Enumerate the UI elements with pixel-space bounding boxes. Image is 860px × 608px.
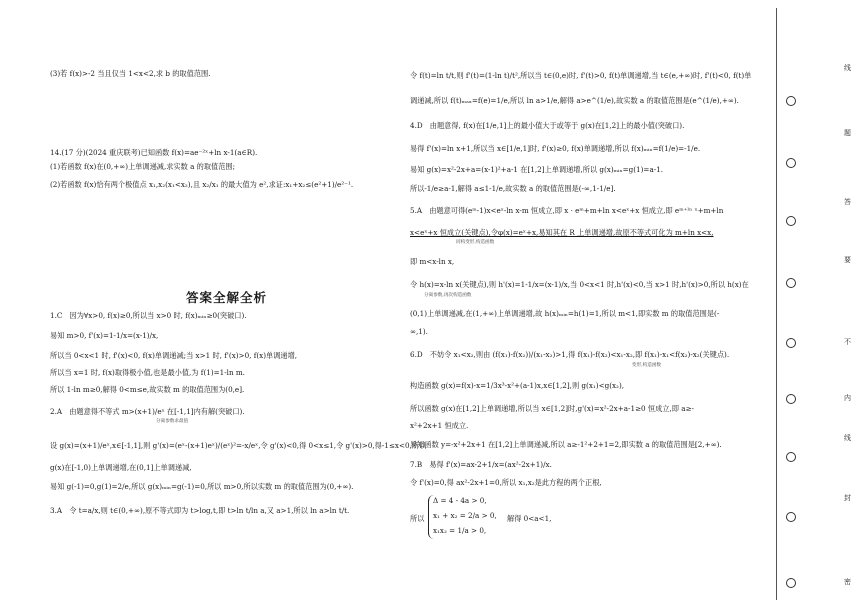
rail-char: 线 bbox=[844, 64, 851, 72]
answer-2-line4: 易知 g(-1)=0,g(1)=2/e,所以 g(x)ₘᵢₙ=g(-1)=0,所以 m>0,所以实数 m 的取值范围为(0,+∞). bbox=[50, 482, 354, 491]
answer-6-line5: 易知函数 y=-x²+2x+1 在[1,2]上单调递减,所以 a≥-1²+2+1=2,即实数 a 的取值范围是[2,+∞). bbox=[410, 440, 722, 449]
answer-4-line3: 易知 g(x)=x²-2x+a=(x-1)²+a-1 在[1,2]上单调递增,所以 g(x)ₘᵢₙ=g(1)=a-1. bbox=[410, 165, 664, 174]
answer-5-line2: x<eˣ+x 恒成立(关键点),令φ(x)=eˣ+x,易知其在 R 上单调递增,故原不等式可化为 m+ln x<x, bbox=[410, 228, 714, 237]
q14-stem: 14.(17 分)(2024 重庆联考)已知函数 f(x)=ae⁻²ˣ+ln x-1(a∈R). bbox=[50, 148, 258, 157]
answer-2-note: 分离参数求最值 bbox=[156, 419, 189, 424]
rail-mark-5 bbox=[786, 196, 856, 210]
answer-3-line3: 调递减,所以 f(t)ₘₐₓ=f(e)=1/e,所以 ln a>1/e,解得 a>e^(1/e),故实数 a 的取值范围是(e^(1/e),+∞). bbox=[410, 96, 739, 105]
rail-char: 密 bbox=[844, 578, 851, 586]
rail-mark-9 bbox=[786, 336, 856, 350]
rail-circle-icon bbox=[786, 452, 796, 462]
answer-3-line1: 3.A 令 t=a/x,则 t∈(0,+∞),原不等式即为 t>log,t,即 t>ln t/ln a,又 a>1,所以 ln a>ln t/t. bbox=[50, 506, 350, 515]
system-eq3: x₁x₂ = 1/a > 0, bbox=[433, 526, 487, 535]
answer-1-line1: 1.C 因为∀x>0, f(x)≥0,所以当 x>0 时, f(x)ₘᵢₙ≥0(突破口). bbox=[50, 311, 247, 320]
answer-6-note: 变形,构造函数 bbox=[632, 363, 662, 368]
rail-circle-icon bbox=[786, 158, 796, 168]
answer-2-line2: 设 g(x)=(x+1)/eˣ,x∈[-1,1],则 g'(x)=(eˣ-(x+1)eˣ)/(eˣ)²=-x/eˣ,令 g'(x)<0,得 0<x≤1,令 g'(x)>0,得-1≤x<0,所以 bbox=[50, 441, 427, 450]
answer-6-line3: 所以函数 g(x)在[1,2]上单调递增,所以当 x∈[1,2]时,g'(x)=x²-2x+a-1≥0 恒成立,即 a≥- bbox=[410, 404, 694, 413]
rail-circle-icon bbox=[786, 216, 796, 226]
rail-mark-14 bbox=[786, 510, 856, 524]
q14-part1: (1)若函数 f(x)在(0,+∞)上单调递减,求实数 a 的取值范围; bbox=[50, 162, 236, 171]
q14-part2: (2)若函数 f(x)恰有两个极值点 x₁,x₂(x₁<x₂),且 x₂/x₁ 的最大值为 e²,求证:x₁+x₂≤(e²+1)/e²⁻¹. bbox=[50, 180, 354, 189]
answer-2-line1: 2.A 由题意得不等式 m>(x+1)/eˣ 在[-1,1]内有解(突破口). bbox=[50, 407, 245, 416]
rail-circle-icon bbox=[786, 278, 796, 288]
system-lead: 所以 bbox=[410, 514, 425, 523]
rail-circle-icon bbox=[786, 578, 796, 588]
rail-char: 内 bbox=[844, 394, 851, 402]
system-eq2: x₁ + x₂ = 2/a > 0, bbox=[433, 511, 497, 520]
q13-part3: (3)若 f(x)>-2 当且仅当 1<x<2,求 b 的取值范围. bbox=[50, 69, 211, 78]
answer-7-line1: 7.B 易得 f'(x)=ax-2+1/x=(ax²-2x+1)/x. bbox=[410, 460, 552, 469]
answer-5-line5: (0,1)上单调递减,在(1,+∞)上单调递增,故 h(x)ₘᵢₙ=h(1)=1,所以 m<1,即实数 m 的取值范围是(- bbox=[410, 309, 720, 318]
answer-7-line2: 令 f'(x)=0,得 ax²-2x+1=0,所以 x₁,x₂是此方程的两个正根, bbox=[410, 478, 602, 487]
rail-mark-15 bbox=[786, 576, 856, 590]
rail-circle-icon bbox=[786, 96, 796, 106]
answer-5-note1: 同构变形,构造函数 bbox=[456, 240, 495, 245]
answer-6-line2: 构造函数 g(x)=f(x)-x=1/3x³-x²+(a-1)x,x∈[1,2],则 g(x₁)<g(x₂), bbox=[410, 381, 625, 390]
answer-5-line6: ∞,1). bbox=[410, 327, 428, 336]
rail-char: 不 bbox=[844, 338, 851, 346]
rail-mark-10 bbox=[786, 392, 856, 406]
rail-char: 线 bbox=[844, 434, 851, 442]
rail-char: 要 bbox=[844, 256, 851, 264]
rail-circle-icon bbox=[786, 512, 796, 522]
rail-mark-1 bbox=[786, 62, 856, 76]
answer-5-line3: 即 m<x-ln x, bbox=[410, 257, 455, 266]
rail-char: 题 bbox=[844, 129, 851, 137]
answer-4-line2: 易得 f'(x)=ln x+1,所以当 x∈[1/e,1]时, f'(x)≥0, f(x)单调递增,所以 f(x)ₘᵢₙ=f(1/e)=-1/e. bbox=[410, 144, 701, 153]
system-tail: 解得 0<a<1, bbox=[507, 514, 552, 523]
answer-1-line4: 所以当 x=1 时, f(x)取得极小值,也是最小值,为 f(1)=1-ln m. bbox=[50, 368, 245, 377]
answer-2-line3: g(x)在[-1,0)上单调递增,在(0,1]上单调递减, bbox=[50, 463, 192, 472]
rail-mark-13 bbox=[786, 492, 856, 506]
rail-mark-3 bbox=[786, 127, 856, 141]
answer-4-line1: 4.D 由题意得, f(x)在[1/e,1]上的最小值大于或等于 g(x)在[1,2]上的最小值(突破口). bbox=[410, 121, 685, 130]
rail-mark-8 bbox=[786, 276, 856, 290]
rail-circle-icon bbox=[786, 394, 796, 404]
answer-6-line1: 6.D 不妨令 x₁<x₂,则由 (f(x₁)-f(x₂))/(x₁-x₂)>1,得 f(x₁)-f(x₂)<x₁-x₂,即 f(x₁)-x₁<f(x₂)-x₂(关键点). bbox=[410, 350, 730, 359]
answer-5-line1: 5.A 由题意可得(eᵐ-1)x<eˣ-ln x-m 恒成立,即 x · eᵐ+m+ln x<eˣ+x 恒成立,即 eᵐ⁺ˡⁿ ˣ+m+ln bbox=[410, 206, 724, 215]
rail-char: 封 bbox=[844, 494, 851, 502]
answer-heading: 答案全解全析 bbox=[186, 290, 268, 305]
rail-char: 答 bbox=[844, 198, 851, 206]
rail-mark-6 bbox=[786, 214, 856, 228]
binding-rail-line bbox=[776, 8, 777, 600]
answer-1-line2: 易知 m>0, f'(x)=1-1/x=(x-1)/x, bbox=[50, 331, 159, 340]
system-eq1: Δ = 4 - 4a > 0, bbox=[433, 496, 487, 505]
rail-mark-11 bbox=[786, 432, 856, 446]
answer-1-line3: 所以当 0<x<1 时, f'(x)<0, f(x)单调递减;当 x>1 时, f'(x)>0, f(x)单调递增, bbox=[50, 351, 298, 360]
rail-mark-2 bbox=[786, 94, 856, 108]
answer-5-note2: 分离参数,再次构造函数 bbox=[424, 293, 472, 298]
answer-5-line4: 令 h(x)=x-ln x(关键点),则 h'(x)=1-1/x=(x-1)/x,当 0<x<1 时,h'(x)<0,当 x>1 时,h'(x)>0,所以 h(x)在 bbox=[410, 280, 749, 289]
rail-circle-icon bbox=[786, 338, 796, 348]
answer-3-line2: 令 f(t)=ln t/t,则 f'(t)=(1-ln t)/t²,所以当 t∈(0,e)时, f'(t)>0, f(t)单调递增,当 t∈(e,+∞)时, f'(t)<0, f(t)单 bbox=[410, 71, 752, 80]
rail-mark-12 bbox=[786, 450, 856, 464]
rail-mark-4 bbox=[786, 156, 856, 170]
rail-mark-7 bbox=[786, 254, 856, 268]
answer-6-line4: x²+2x+1 恒成立. bbox=[410, 421, 469, 430]
answer-4-line4: 所以-1/e≥a-1,解得 a≤1-1/e,故实数 a 的取值范围是(-∞,1-1/e]. bbox=[410, 184, 616, 193]
answer-1-line5: 所以 1-ln m≥0,解得 0<m≤e,故实数 m 的取值范围为(0,e]. bbox=[50, 385, 245, 394]
